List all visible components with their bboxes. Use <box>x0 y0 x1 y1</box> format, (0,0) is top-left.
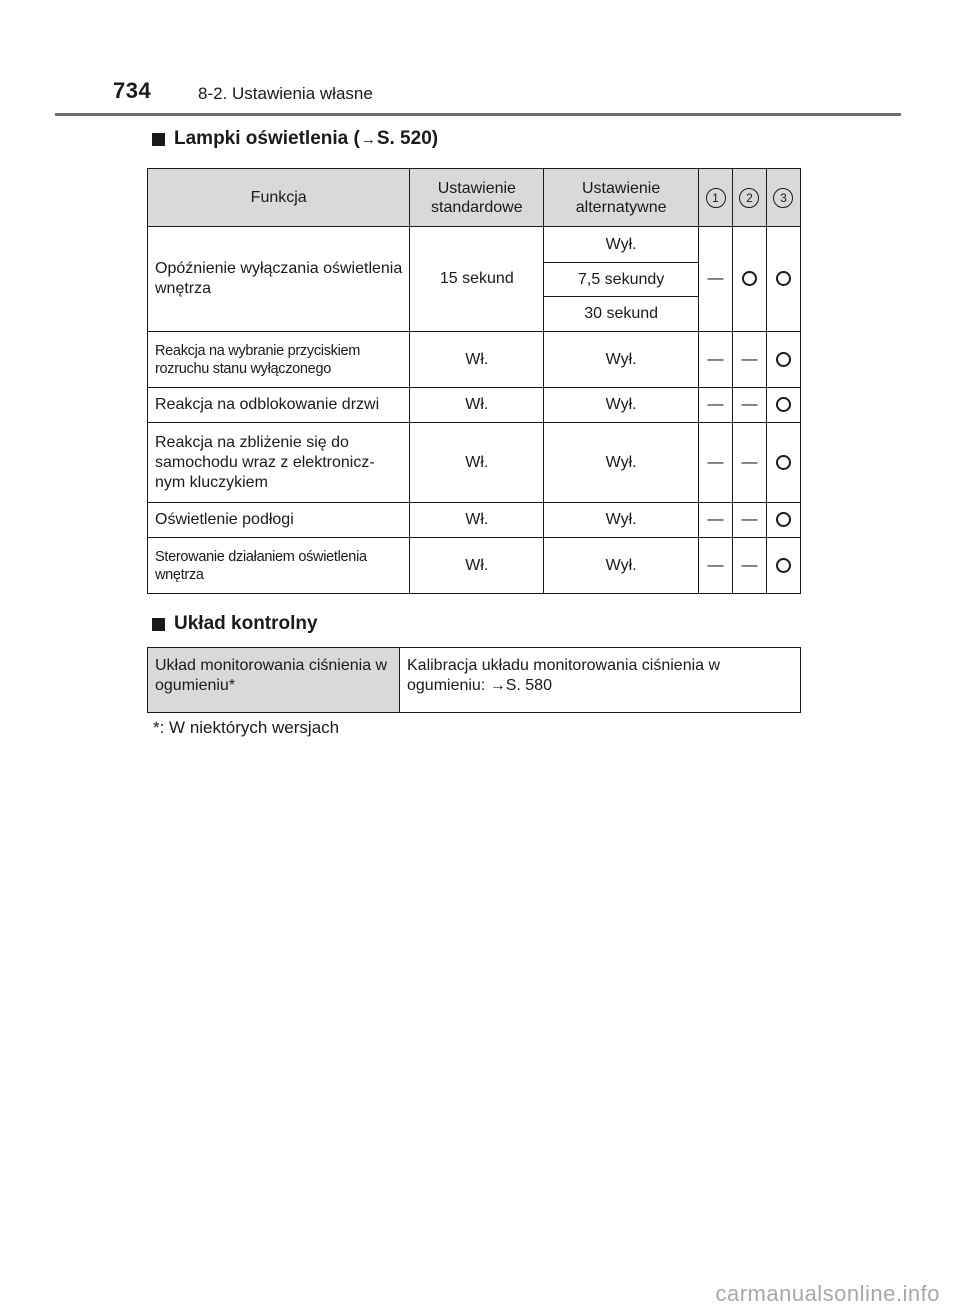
method-2-dash: — <box>733 332 767 388</box>
watermark: carmanualsonline.info <box>715 1281 940 1306</box>
function-cell: Reakcja na odblokowanie drzwi <box>148 388 410 423</box>
method-2-dash: — <box>733 503 767 538</box>
square-bullet-icon <box>152 618 165 631</box>
method-2-dash: — <box>733 538 767 594</box>
alternative-cell: Wył. <box>544 332 699 388</box>
method-1-dash: — <box>699 332 733 388</box>
default-cell: 15 sekund <box>410 227 544 332</box>
monitoring-text-cell <box>400 648 801 713</box>
default-cell: Wł. <box>410 423 544 503</box>
monitoring-table <box>147 647 801 713</box>
monitoring-page-ref: S. 580 <box>505 677 552 694</box>
arrow-right-icon: → <box>489 677 506 694</box>
method-2-cell <box>733 227 767 332</box>
col-header-function: Funkcja <box>148 169 410 227</box>
heading-text: Lampki oświetlenia ( <box>174 128 360 149</box>
default-cell: Wł. <box>410 388 544 423</box>
col-header-method-1 <box>699 169 733 227</box>
method-1-dash: — <box>699 227 733 332</box>
alternative-cell: Wył. <box>544 388 699 423</box>
function-cell: Opóźnienie wyłączania oświetlenia wnętrza <box>148 227 410 332</box>
col-header-method-3 <box>766 169 800 227</box>
method-3-cell <box>766 423 800 503</box>
lamps-settings-table <box>147 168 801 594</box>
default-cell: Wł. <box>410 538 544 594</box>
method-3-cell <box>766 227 800 332</box>
table-row <box>148 648 801 713</box>
method-1-dash: — <box>699 423 733 503</box>
table-row <box>148 423 801 503</box>
default-cell: Wł. <box>410 503 544 538</box>
function-cell: Sterowanie działaniem oświetlenia wnętrza <box>148 538 410 594</box>
col-header-default: Ustawienie standardowe <box>410 169 544 227</box>
method-1-dash: — <box>699 388 733 423</box>
alternative-cell: Wył. <box>544 538 699 594</box>
table-row <box>148 503 801 538</box>
table-row <box>148 332 801 388</box>
page-header <box>113 78 903 112</box>
monitoring-label-cell: Układ monitorowania ciśnienia w ogumieniu* <box>148 648 400 713</box>
alternative-cell: Wył. <box>544 227 699 263</box>
header-rule <box>55 113 901 116</box>
alternative-cell: 30 sekund <box>544 297 699 332</box>
table-row <box>148 227 801 263</box>
method-3-cell <box>766 388 800 423</box>
footnote: *: W niektórych wersjach <box>153 718 340 737</box>
available-circle-icon <box>776 455 791 470</box>
heading-text: Układ kontrolny <box>174 613 318 634</box>
page-number: 734 <box>113 78 152 103</box>
function-cell: Oświetlenie podłogi <box>148 503 410 538</box>
table-header-row <box>148 169 801 227</box>
alternative-cell: 7,5 sekundy <box>544 263 699 297</box>
available-circle-icon <box>776 271 791 286</box>
circled-3-icon: 3 <box>773 188 793 208</box>
method-1-dash: — <box>699 503 733 538</box>
section-name: 8-2. Ustawienia własne <box>198 84 373 103</box>
circled-2-icon: 2 <box>739 188 759 208</box>
circled-1-icon: 1 <box>706 188 726 208</box>
section-heading-lamps <box>152 128 438 150</box>
col-header-method-2 <box>733 169 767 227</box>
method-1-dash: — <box>699 538 733 594</box>
alternative-cell: Wył. <box>544 423 699 503</box>
available-circle-icon <box>776 558 791 573</box>
method-3-cell <box>766 538 800 594</box>
method-2-dash: — <box>733 388 767 423</box>
table-row <box>148 538 801 594</box>
arrow-right-icon: → <box>360 130 376 148</box>
square-bullet-icon <box>152 133 165 146</box>
function-cell: Reakcja na wybranie przyciskiem rozruchu stanu wyłączonego <box>148 332 410 388</box>
available-circle-icon <box>776 352 791 367</box>
col-header-alternative: Ustawienie alternatywne <box>544 169 699 227</box>
method-3-cell <box>766 503 800 538</box>
heading-page-ref: S. 520) <box>376 128 439 149</box>
available-circle-icon <box>776 512 791 527</box>
method-2-dash: — <box>733 423 767 503</box>
function-cell: Reakcja na zbliżenie się do samochodu wraz z elektronicz-nym kluczykiem <box>148 423 410 503</box>
default-cell: Wł. <box>410 332 544 388</box>
table-row <box>148 388 801 423</box>
available-circle-icon <box>776 397 791 412</box>
method-3-cell <box>766 332 800 388</box>
alternative-cell: Wył. <box>544 503 699 538</box>
monitoring-text: Kalibracja układu monitorowania ciśnienia w ogumieniu: <box>407 657 721 694</box>
available-circle-icon <box>742 271 757 286</box>
section-heading-monitoring <box>152 613 318 635</box>
